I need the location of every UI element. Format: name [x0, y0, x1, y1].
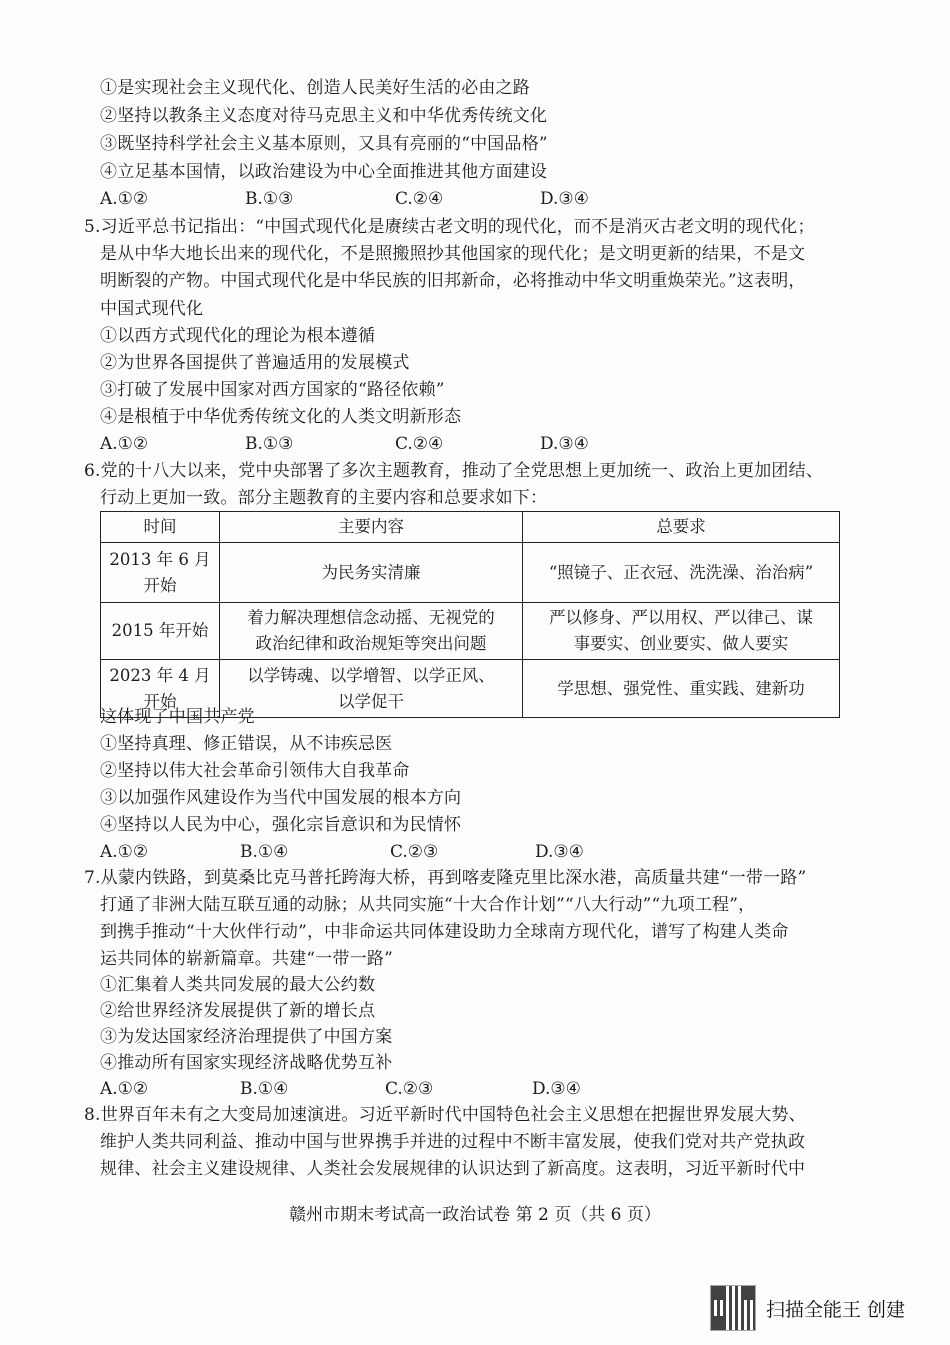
q7-stem-line-2: 打通了非洲大陆互联互通的动脉；从共同实施“十大合作计划”“八大行动”“九项工程”， [100, 895, 756, 915]
option-d: D.③④ [535, 842, 584, 862]
cell-time [101, 603, 220, 660]
option-b: B.①④ [240, 842, 289, 862]
q4-statement-1: ①是实现社会主义现代化、创造人民美好生活的必由之路 [100, 78, 530, 98]
cell-line: 着力解决理想信念动摇、无视党的 [247, 608, 495, 627]
cell-content [220, 603, 523, 660]
option-c: C.②④ [395, 434, 444, 454]
q8-stem-line-2: 维护人类共同利益、推动中国与世界携手并进的过程中不断丰富发展，使我们党对共产党执政 [100, 1132, 806, 1152]
scanner-watermark [710, 1286, 905, 1330]
cell-requirements [523, 543, 840, 603]
cell-line: 为民务实清廉 [321, 562, 421, 582]
header-time: 时间 [101, 512, 220, 543]
q6-statement-4: ④坚持以人民为中心，强化宗旨意识和为民情怀 [100, 815, 462, 835]
option-a: A.①② [100, 842, 149, 862]
q7-statement-4: ④推动所有国家实现经济战略优势互补 [100, 1053, 393, 1073]
cell-line: 政治纪律和政治规矩等突出问题 [255, 634, 487, 653]
cell-line: 以学促干 [338, 691, 404, 711]
q5-stem-line-2: 是从中华大地长出来的现代化，不是照搬照抄其他国家的现代化；是文明更新的结果，不是文 [100, 244, 806, 264]
option-b: B.①④ [240, 1079, 289, 1099]
q5-statement-3: ③打破了发展中国家对西方国家的“路径依赖” [100, 380, 445, 400]
page-footer: 赣州市期末考试高一政治试卷 第 2 页（共 6 页） [289, 1205, 661, 1225]
option-d: D.③④ [540, 434, 589, 454]
q7-stem-line-4: 运共同体的崭新篇章。共建“一带一路” [100, 949, 393, 969]
option-c: C.②③ [390, 842, 439, 862]
table-row [101, 543, 840, 603]
q6-options [100, 840, 860, 864]
q4-options [100, 187, 860, 211]
q5-options [100, 432, 860, 456]
q7-statement-1: ①汇集着人类共同发展的最大公约数 [100, 975, 376, 995]
cell-line: 开始 [143, 691, 177, 711]
q6-stem-line-2: 行动上更加一致。部分主题教育的主要内容和总要求如下： [100, 488, 548, 508]
q5-statement-4: ④是根植于中华优秀传统文化的人类文明新形态 [100, 407, 462, 427]
option-d: D.③④ [540, 189, 589, 209]
q6-statement-2: ②坚持以伟大社会革命引领伟大自我革命 [100, 761, 410, 781]
table-row [101, 603, 840, 660]
q7-options [100, 1077, 860, 1101]
cell-time [101, 543, 220, 603]
q4-statement-3: ③既坚持科学社会主义基本原则，又具有亮丽的“中国品格” [100, 134, 548, 154]
option-a: A.①② [100, 189, 149, 209]
option-a: A.①② [100, 434, 149, 454]
q6-statement-1: ①坚持真理、修正错误，从不讳疾忌医 [100, 734, 393, 754]
q7-stem-line-3: 到携手推动“十大伙伴行动”，中非命运共同体建设助力全球南方现代化，谱写了构建人类命 [100, 922, 789, 942]
option-b: B.①③ [245, 189, 294, 209]
cell-line: 开始 [143, 575, 177, 595]
qr-code-icon [710, 1285, 756, 1331]
header-content: 主要内容 [220, 512, 523, 543]
q7-statement-3: ③为发达国家经济治理提供了中国方案 [100, 1027, 393, 1047]
cell-requirements [523, 603, 840, 660]
table-header-row [101, 512, 840, 543]
cell-line: 2013 年 6 月 [109, 549, 211, 569]
option-d: D.③④ [532, 1079, 581, 1099]
cell-requirements [523, 660, 840, 718]
cell-line: 以学铸魂、以学增智、以学正风、 [247, 665, 495, 685]
option-a: A.①② [100, 1079, 149, 1099]
q7-statement-2: ②给世界经济发展提供了新的增长点 [100, 1001, 376, 1021]
option-c: C.②③ [385, 1079, 434, 1099]
cell-line: 2015 年开始 [111, 621, 209, 640]
cell-line: “照镜子、正衣冠、洗洗澡、治治病” [548, 562, 814, 582]
q4-statement-4: ④立足基本国情，以政治建设为中心全面推进其他方面建设 [100, 162, 548, 182]
q5-stem-line-4: 中国式现代化 [100, 299, 204, 319]
scanner-label: 扫描全能王 创建 [766, 1298, 906, 1321]
q8-stem-line-3: 规律、社会主义建设规律、人类社会发展规律的认识达到了新高度。这表明，习近平新时代中 [100, 1159, 806, 1179]
theme-education-table [100, 511, 840, 718]
option-b: B.①③ [245, 434, 294, 454]
cell-content [220, 543, 523, 603]
q5-statement-1: ①以西方式现代化的理论为根本遵循 [100, 326, 376, 346]
q5-stem-line-1: 5.习近平总书记指出：“中国式现代化是赓续古老文明的现代化，而不是消灭古老文明的现代化； [84, 217, 815, 237]
cell-line: 2023 年 4 月 [109, 665, 211, 685]
cell-line: 严以修身、严以用权、严以律己、谋 [549, 608, 813, 627]
q7-stem-line-1: 7.从蒙内铁路，到莫桑比克马普托跨海大桥，再到喀麦隆克里比深水港，高质量共建“一带一路” [84, 868, 807, 888]
cell-content [220, 660, 523, 718]
cell-line: 学思想、强党性、重实践、建新功 [557, 678, 805, 698]
q4-statement-2: ②坚持以教条主义态度对待马克思主义和中华优秀传统文化 [100, 106, 548, 126]
header-requirements: 总要求 [523, 512, 840, 543]
q6-statement-3: ③以加强作风建设作为当代中国发展的根本方向 [100, 788, 462, 808]
option-c: C.②④ [395, 189, 444, 209]
q5-statement-2: ②为世界各国提供了普遍适用的发展模式 [100, 353, 410, 373]
q8-stem-line-1: 8.世界百年未有之大变局加速演进。习近平新时代中国特色社会主义思想在把握世界发展大势、 [84, 1105, 806, 1125]
q6-stem-line-1: 6.党的十八大以来，党中央部署了多次主题教育，推动了全党思想上更加统一、政治上更加团结、 [84, 461, 824, 481]
cell-line: 事要实、创业要实、做人要实 [573, 634, 789, 653]
q5-stem-line-3: 明断裂的产物。中国式现代化是中华民族的旧邦新命，必将推动中华文明重焕荣光。”这表明， [100, 271, 806, 291]
q6-lead: 这体现了中国共产党 [100, 707, 255, 727]
